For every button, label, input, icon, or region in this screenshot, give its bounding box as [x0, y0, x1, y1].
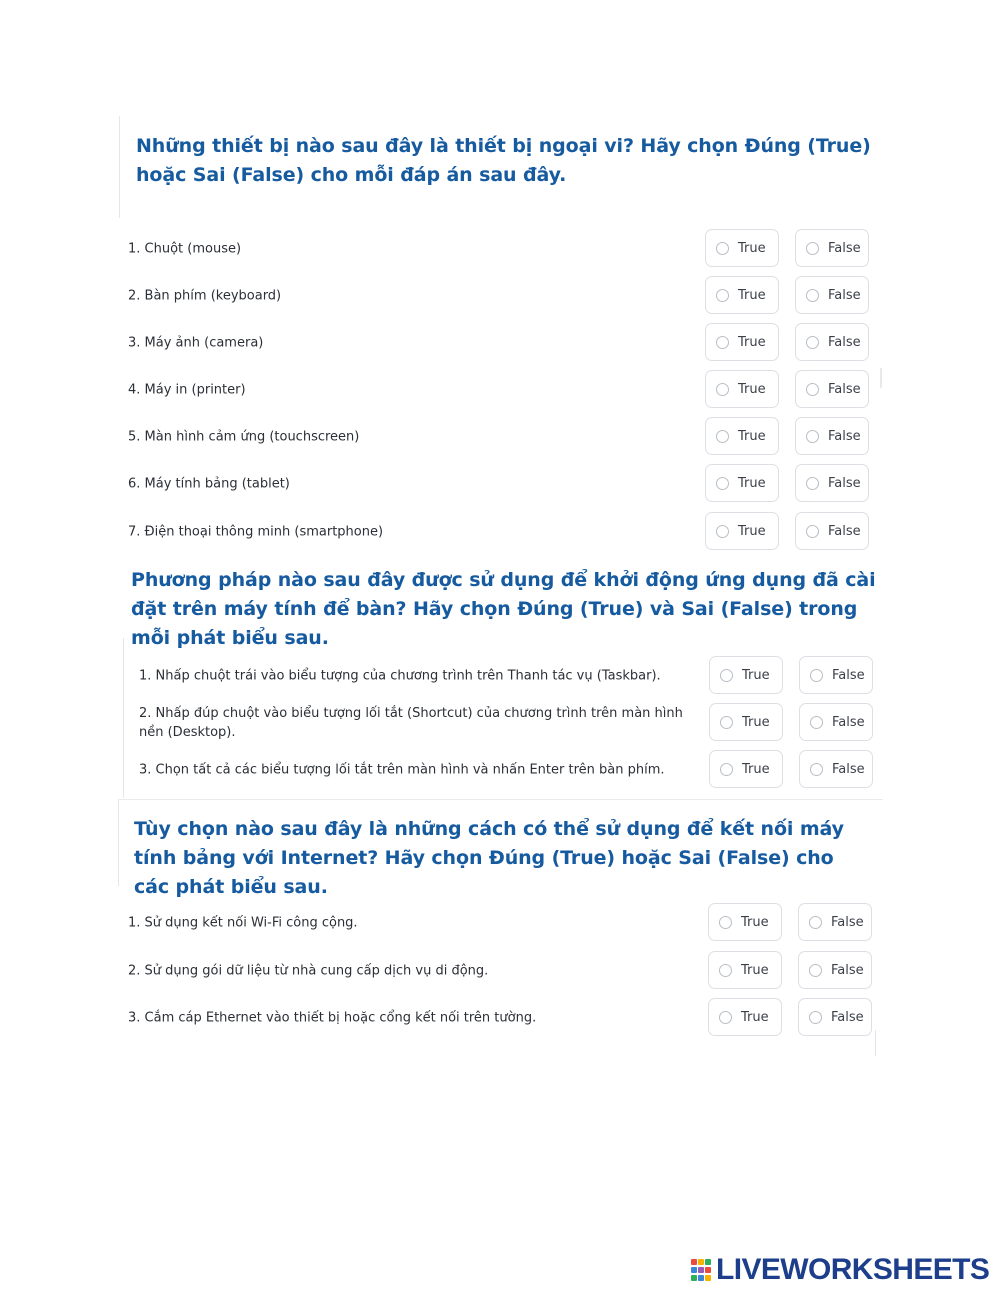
radio-icon[interactable] [720, 763, 733, 776]
q1-item-6-text: 6. Máy tính bảng (tablet) [128, 476, 290, 492]
logo-text: LIVEWORKSHEETS [716, 1253, 990, 1286]
q1-item-4-text: 4. Máy in (printer) [128, 382, 246, 398]
radio-icon[interactable] [716, 383, 729, 396]
q1-item-5-text: 5. Màn hình cảm ứng (touchscreen) [128, 429, 360, 445]
liveworksheets-logo [691, 1254, 989, 1286]
false-label: False [832, 714, 865, 730]
question-3-title: Tùy chọn nào sau đây là những cách có thể sử dụng để kết nối máy tính bảng với Internet? Hãy chọn Đúng (True) hoặc Sai (False) cho các phát biểu sau. [134, 818, 844, 898]
true-label: True [738, 287, 766, 303]
radio-icon[interactable] [810, 716, 823, 729]
false-label: False [832, 667, 865, 683]
q1-item-6-false-option[interactable] [795, 464, 869, 502]
q1-item-7 [0, 512, 1000, 552]
true-label: True [738, 381, 766, 397]
false-label: False [831, 962, 864, 978]
logo-grid-icon [691, 1257, 713, 1283]
false-label: False [828, 381, 861, 397]
q2-item-2-text: 2. Nhấp đúp chuột vào biểu tượng lối tắt (Shortcut) của chương trình trên màn hình nền (Desktop). [139, 706, 683, 740]
q2-item-1 [0, 656, 1000, 696]
q1-item-7-true-option[interactable] [705, 512, 779, 550]
question-2-title: Phương pháp nào sau đây được sử dụng để khởi động ứng dụng đã cài đặt trên máy tính để bàn? Hãy chọn Đúng (True) và Sai (False) trong mỗi phát biểu sau. [131, 569, 876, 649]
q2-item-1-false-option[interactable] [799, 656, 873, 694]
section-divider [118, 799, 883, 800]
q3-item-2 [0, 951, 1000, 991]
radio-icon[interactable] [810, 669, 823, 682]
radio-icon[interactable] [806, 242, 819, 255]
false-label: False [828, 240, 861, 256]
true-label: True [738, 475, 766, 491]
q1-item-1-text: 1. Chuột (mouse) [128, 241, 242, 257]
q3-item-1-text: 1. Sử dụng kết nối Wi-Fi công cộng. [128, 915, 358, 931]
radio-icon[interactable] [806, 289, 819, 302]
q1-item-1-true-option[interactable] [705, 229, 779, 267]
false-label: False [831, 1009, 864, 1025]
true-label: True [741, 914, 769, 930]
radio-icon[interactable] [716, 430, 729, 443]
radio-icon[interactable] [716, 477, 729, 490]
q2-item-3-text: 3. Chọn tất cả các biểu tượng lối tắt trên màn hình và nhấn Enter trên bàn phím. [139, 762, 665, 778]
q1-item-7-text: 7. Điện thoại thông minh (smartphone) [128, 524, 384, 540]
question-1-title: Những thiết bị nào sau đây là thiết bị ngoại vi? Hãy chọn Đúng (True) hoặc Sai (False) cho mỗi đáp án sau đây. [136, 135, 871, 186]
radio-icon[interactable] [809, 916, 822, 929]
true-label: True [741, 962, 769, 978]
true-label: True [738, 428, 766, 444]
radio-icon[interactable] [809, 964, 822, 977]
question-1-accent-bar [119, 116, 120, 218]
q2-item-1-true-option[interactable] [709, 656, 783, 694]
q3-item-3-text: 3. Cắm cáp Ethernet vào thiết bị hoặc cổng kết nối trên tường. [128, 1010, 537, 1026]
radio-icon[interactable] [716, 336, 729, 349]
true-label: True [742, 667, 770, 683]
right-edge-line [875, 1030, 876, 1056]
true-label: True [741, 1009, 769, 1025]
radio-icon[interactable] [806, 336, 819, 349]
true-label: True [742, 714, 770, 730]
radio-icon[interactable] [719, 964, 732, 977]
q1-item-1-false-option[interactable] [795, 229, 869, 267]
true-label: True [738, 240, 766, 256]
q1-item-2-true-option[interactable] [705, 276, 779, 314]
q2-item-2-true-option[interactable] [709, 703, 783, 741]
radio-icon[interactable] [719, 1011, 732, 1024]
radio-icon[interactable] [719, 916, 732, 929]
q3-item-2-true-option[interactable] [708, 951, 782, 989]
radio-icon[interactable] [720, 716, 733, 729]
radio-icon[interactable] [716, 289, 729, 302]
q1-item-5 [0, 417, 1000, 457]
q1-item-2 [0, 276, 1000, 316]
q2-item-1-text: 1. Nhấp chuột trái vào biểu tượng của chương trình trên Thanh tác vụ (Taskbar). [139, 668, 661, 684]
q1-item-6 [0, 464, 1000, 504]
radio-icon[interactable] [806, 383, 819, 396]
q1-item-3-false-option[interactable] [795, 323, 869, 361]
q1-item-3-true-option[interactable] [705, 323, 779, 361]
false-label: False [828, 287, 861, 303]
false-label: False [828, 334, 861, 350]
q1-item-5-true-option[interactable] [705, 417, 779, 455]
false-label: False [831, 914, 864, 930]
q2-item-3-true-option[interactable] [709, 750, 783, 788]
radio-icon[interactable] [806, 430, 819, 443]
q1-item-5-false-option[interactable] [795, 417, 869, 455]
q1-item-4-false-option[interactable] [795, 370, 869, 408]
q3-item-1 [0, 903, 1000, 943]
q3-item-2-text: 2. Sử dụng gói dữ liệu từ nhà cung cấp dịch vụ di động. [128, 963, 489, 979]
q2-item-2 [0, 703, 1000, 743]
true-label: True [738, 523, 766, 539]
radio-icon[interactable] [809, 1011, 822, 1024]
q1-item-4-true-option[interactable] [705, 370, 779, 408]
scrollbar-thumb[interactable] [880, 368, 882, 388]
false-label: False [828, 523, 861, 539]
q1-item-7-false-option[interactable] [795, 512, 869, 550]
q3-item-1-false-option[interactable] [798, 903, 872, 941]
radio-icon[interactable] [810, 763, 823, 776]
q3-item-2-false-option[interactable] [798, 951, 872, 989]
radio-icon[interactable] [716, 242, 729, 255]
q1-item-2-false-option[interactable] [795, 276, 869, 314]
q2-item-3-false-option[interactable] [799, 750, 873, 788]
false-label: False [832, 761, 865, 777]
q3-item-3-true-option[interactable] [708, 998, 782, 1036]
radio-icon[interactable] [806, 477, 819, 490]
q3-item-3-false-option[interactable] [798, 998, 872, 1036]
radio-icon[interactable] [720, 669, 733, 682]
q2-item-3 [0, 750, 1000, 790]
q1-item-3-text: 3. Máy ảnh (camera) [128, 335, 264, 351]
false-label: False [828, 475, 861, 491]
q1-item-3 [0, 323, 1000, 363]
q1-item-6-true-option[interactable] [705, 464, 779, 502]
question-3-accent-bar [118, 800, 119, 886]
q1-item-4 [0, 370, 1000, 410]
q3-item-1-true-option[interactable] [708, 903, 782, 941]
false-label: False [828, 428, 861, 444]
q1-item-1 [0, 229, 1000, 269]
true-label: True [742, 761, 770, 777]
true-label: True [738, 334, 766, 350]
q1-item-2-text: 2. Bàn phím (keyboard) [128, 288, 282, 304]
q2-item-2-false-option[interactable] [799, 703, 873, 741]
radio-icon[interactable] [806, 525, 819, 538]
q3-item-3 [0, 998, 1000, 1038]
radio-icon[interactable] [716, 525, 729, 538]
